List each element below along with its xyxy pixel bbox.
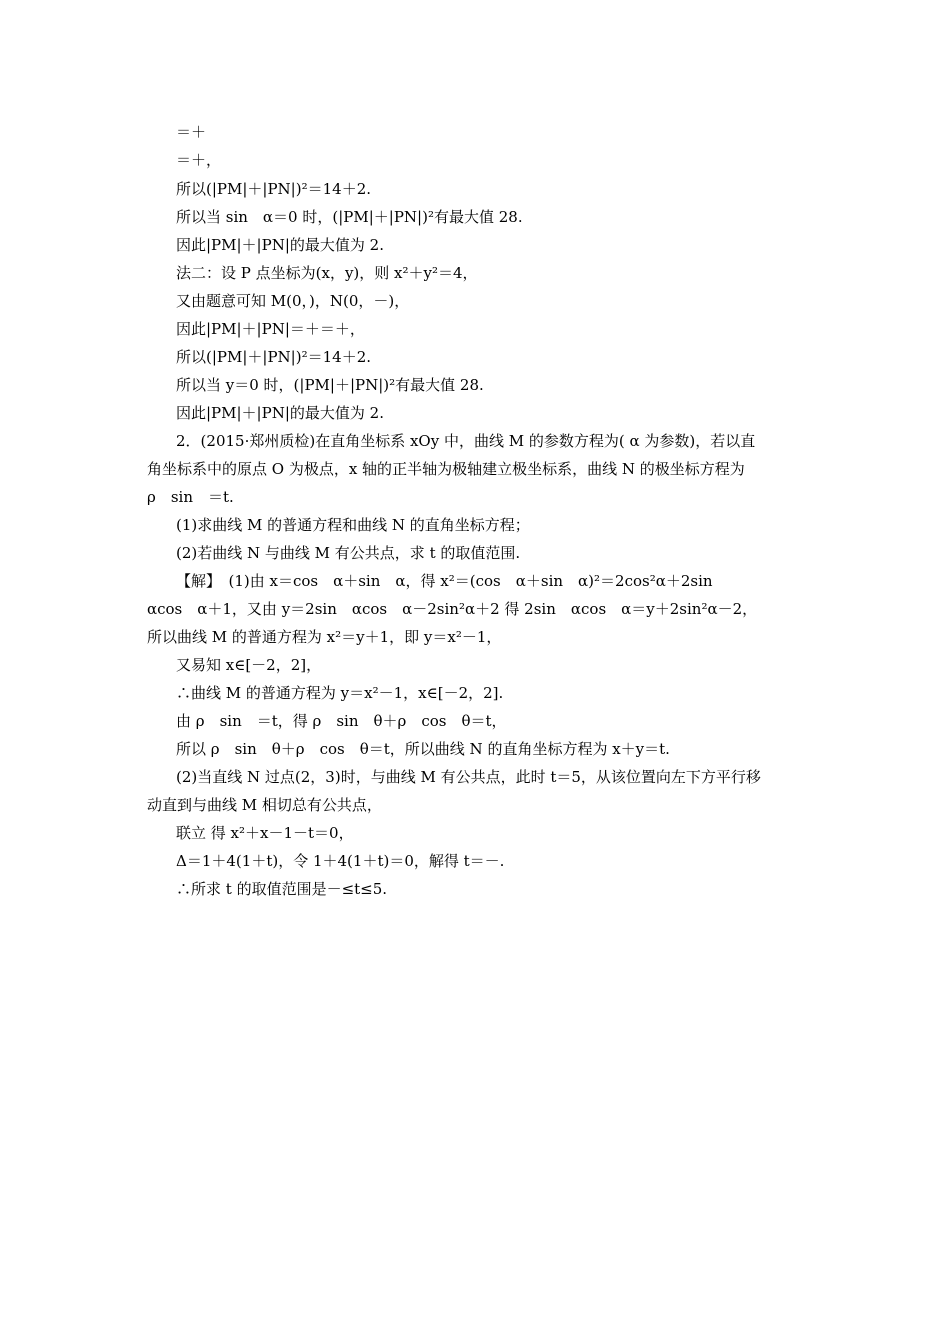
- text-line: ＝＋: [176, 123, 207, 141]
- text-line: ∴曲线 M 的普通方程为 y＝x²－1，x∈[－2，2].: [176, 684, 504, 702]
- text-line: αcos α＋1，又由 y＝2sin αcos α－2sin²α＋2 得 2sin αcos α＝y＋2sin²α－2，: [147, 600, 758, 618]
- text-line: ＝＋，: [176, 151, 222, 169]
- text-line: 所以(|PM|＋|PN|)²＝14＋2.: [176, 180, 372, 198]
- text-line: ∴所求 t 的取值范围是－≤t≤5.: [176, 880, 388, 898]
- text-line: 所以曲线 M 的普通方程为 x²＝y＋1，即 y＝x²－1，: [147, 628, 502, 646]
- text-line: 又由题意可知 M(0，)，N(0，－)，: [176, 292, 410, 310]
- problem-heading: 2．(2015·郑州质检)在直角坐标系 xOy 中，曲线 M 的参数方程为( α 为参数)，若以直: [176, 432, 756, 450]
- text-line: 由 ρ sin ＝t，得 ρ sin θ＋ρ cos θ＝t，: [176, 712, 507, 730]
- text-line: ρ sin ＝t.: [147, 488, 234, 506]
- text-line: 因此|PM|＋|PN|＝＋＝＋，: [176, 320, 365, 338]
- text-line: 法二：设 P 点坐标为(x，y)，则 x²＋y²＝4，: [176, 264, 478, 282]
- solution-heading: 【解】 (1)由 x＝cos α＋sin α，得 x²＝(cos α＋sin α)²＝2cos²α＋2sin: [176, 572, 713, 590]
- text-line: 所以 ρ sin θ＋ρ cos θ＝t，所以曲线 N 的直角坐标方程为 x＋y＝t.: [176, 740, 670, 758]
- text-line: 联立 得 x²＋x－1－t＝0，: [176, 824, 354, 842]
- text-line: 又易知 x∈[－2，2]，: [176, 656, 322, 674]
- text-line: 动直到与曲线 M 相切总有公共点，: [147, 796, 382, 814]
- question-part: (1)求曲线 M 的普通方程和曲线 N 的直角坐标方程；: [176, 516, 530, 534]
- text-line: 角坐标系中的原点 O 为极点，x 轴的正半轴为极轴建立极坐标系，曲线 N 的极坐标方程为: [147, 460, 745, 478]
- question-part: (2)若曲线 N 与曲线 M 有公共点，求 t 的取值范围.: [176, 544, 521, 562]
- text-line: 所以(|PM|＋|PN|)²＝14＋2.: [176, 348, 372, 366]
- text-line: 所以当 sin α＝0 时，(|PM|＋|PN|)²有最大值 28.: [176, 208, 523, 226]
- text-line: 因此|PM|＋|PN|的最大值为 2.: [176, 236, 384, 254]
- text-line: 因此|PM|＋|PN|的最大值为 2.: [176, 404, 384, 422]
- text-line: Δ＝1＋4(1＋t)，令 1＋4(1＋t)＝0，解得 t＝－.: [176, 852, 505, 870]
- text-line: (2)当直线 N 过点(2，3)时，与曲线 M 有公共点，此时 t＝5，从该位置向左下方平行移: [176, 768, 761, 786]
- text-line: 所以当 y＝0 时，(|PM|＋|PN|)²有最大值 28.: [176, 376, 484, 394]
